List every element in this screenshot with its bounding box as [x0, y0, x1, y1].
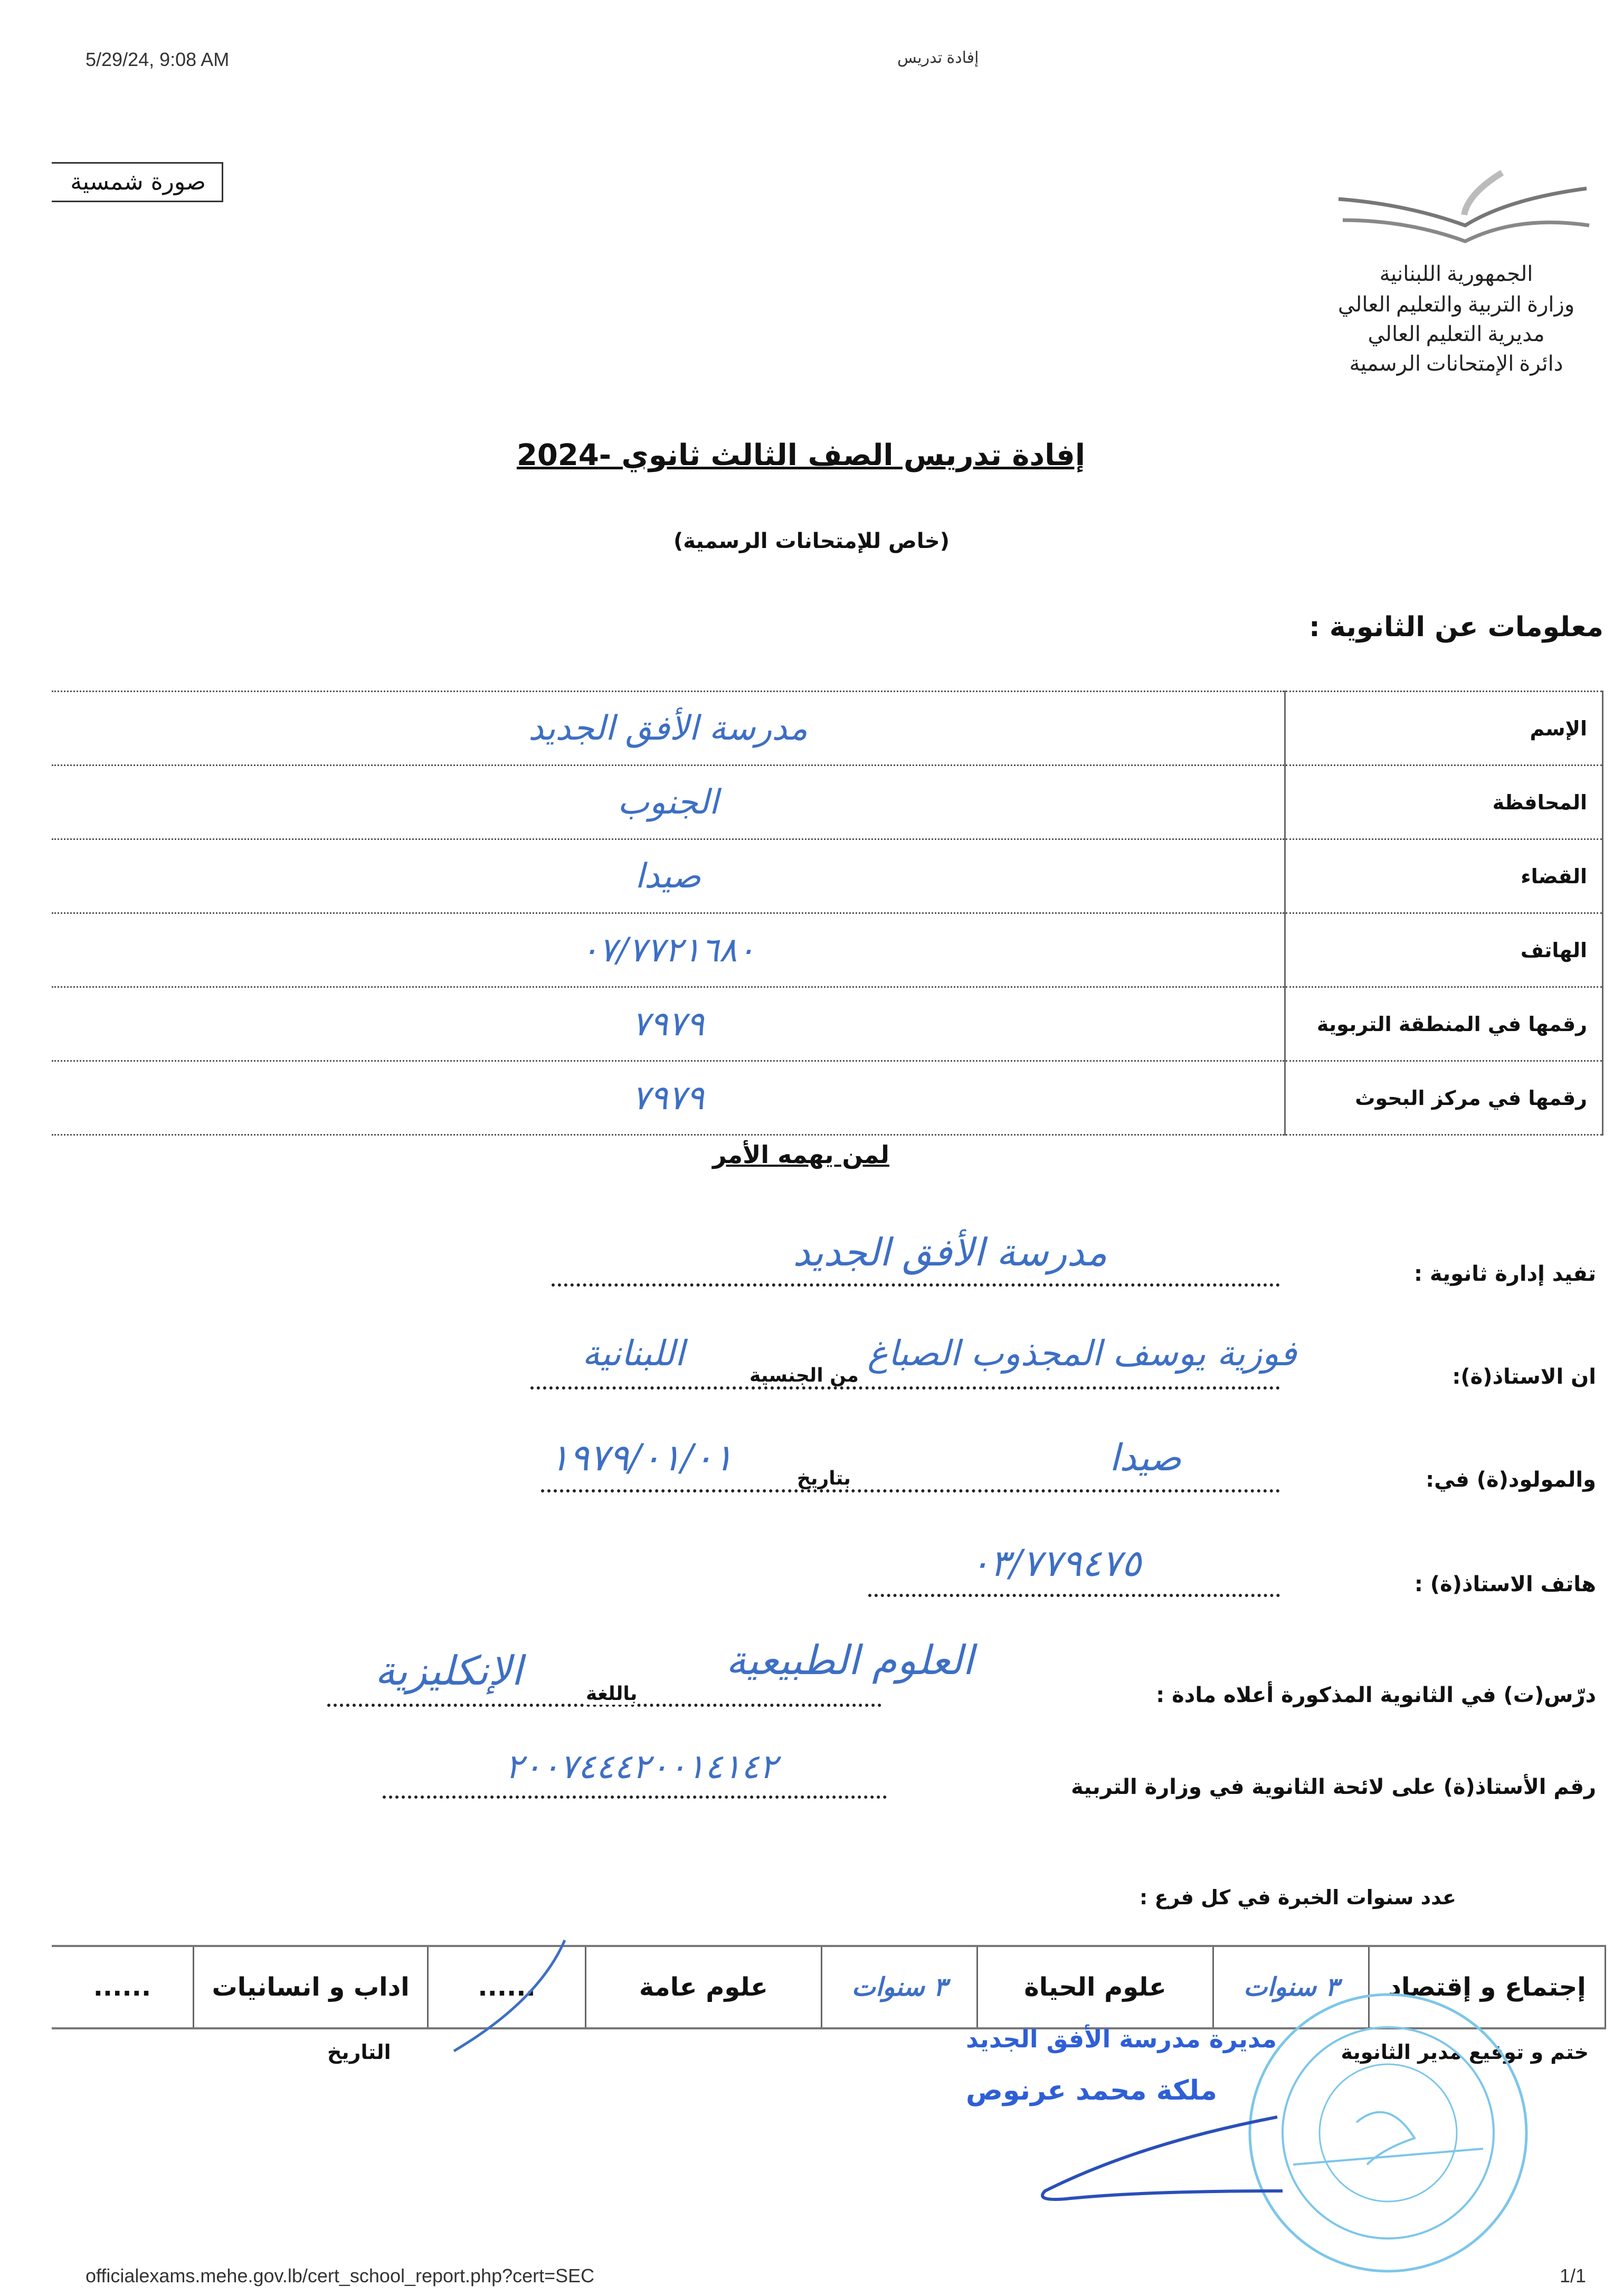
handwritten-signature-icon [1034, 2112, 1283, 2207]
row-value: الجنوب [52, 766, 1285, 839]
footer-url: officialexams.mehe.gov.lb/cert_school_report.php?cert=SEC [86, 2265, 595, 2286]
branch-name: علوم الحياة [977, 1946, 1213, 2028]
org-line-republic: الجمهورية اللبنانية [1379, 262, 1533, 286]
teacher-label: ان الاستاذ(ة): [1452, 1365, 1596, 1389]
table-row [52, 987, 1603, 1061]
row-value: ٧٩٧٩ [52, 1061, 1285, 1135]
branch-years: ٣ سنوات [1213, 1946, 1369, 2028]
dotted-line [868, 1593, 1280, 1597]
table-row [52, 766, 1603, 839]
branch-name: اداب و انسانيات [193, 1946, 428, 2028]
org-line-department: دائرة الإمتحانات الرسمية [1349, 352, 1563, 375]
row-value: ٠٧/٧٧٢١٦٨٠ [52, 913, 1285, 987]
school-admin-label: تفيد إدارة ثانوية : [1413, 1262, 1596, 1286]
subject-label: درّس(ت) في الثانوية المذكورة أعلاه مادة : [1156, 1683, 1596, 1707]
school-section-heading: معلومات عن الثانوية : [1308, 611, 1603, 643]
print-page-title: إفادة تدريس [897, 49, 979, 67]
row-label: الإسم [1285, 692, 1603, 766]
row-value: ٧٩٧٩ [52, 987, 1285, 1061]
language-value: الإنكليزية [375, 1647, 523, 1694]
org-line-ministry: وزارة التربية والتعليم العالي [1337, 292, 1575, 316]
branch-name: إجتماع و إقتصاد [1369, 1946, 1606, 2028]
registry-label: رقم الأستاذ(ة) على لائحة الثانوية في وزارة التربية [1071, 1775, 1596, 1799]
strike-slash-icon [449, 1938, 570, 2054]
table-row [52, 1061, 1603, 1135]
photo-box-label: صورة شمسية [70, 168, 206, 195]
print-datetime: 5/29/24, 9:08 AM [86, 49, 230, 70]
row-label: الهاتف [1285, 913, 1603, 987]
to-whom-heading: لمن يهمه الأمر [712, 1140, 890, 1169]
birth-date-value: ١٩٧٩/٠١/٠١ [549, 1436, 733, 1479]
branch-years: ...... [52, 1946, 193, 2028]
experience-heading: عدد سنوات الخبرة في كل فرع : [1140, 1886, 1456, 1909]
teacher-phone-label: هاتف الاستاذ(ة) : [1414, 1572, 1596, 1596]
dotted-line [541, 1489, 1280, 1492]
signature-label: ختم و توقيع مدير الثانوية [1341, 2040, 1589, 2064]
registry-value: ٢٠٠٧٤٤٤٢٠٠١٤١٤٢ [505, 1747, 777, 1787]
branch-years: ٣ سنوات [822, 1946, 977, 2028]
teacher-phone-value: ٠٣/٧٧٩٤٧٥ [970, 1542, 1142, 1585]
row-label: المحافظة [1285, 766, 1603, 839]
nationality-label: من الجنسية [749, 1365, 859, 1386]
row-label: القضاء [1285, 839, 1603, 913]
row-label: رقمها في مركز البحوث [1285, 1061, 1603, 1135]
ministry-logo-icon [1328, 162, 1593, 252]
page-subtitle: (خاص للإمتحانات الرسمية) [673, 529, 950, 553]
subject-value: العلوم الطبيعية [726, 1637, 974, 1684]
branch-name: علوم عامة [585, 1946, 821, 2028]
nationality-value: اللبنانية [582, 1333, 685, 1374]
org-line-directorate: مديرية التعليم العالي [1368, 322, 1545, 346]
birth-date-label: بتاريخ [797, 1468, 851, 1489]
page-title: إفادة تدريس الصف الثالث ثانوي -2024 [516, 438, 1086, 473]
language-label: باللغة [586, 1683, 638, 1705]
table-row [52, 839, 1603, 913]
dotted-line [530, 1386, 1280, 1390]
row-value: مدرسة الأفق الجديد [52, 692, 1285, 766]
stamp-title: مديرة مدرسة الأفق الجديد [966, 2025, 1277, 2053]
footer-page-number: 1/1 [1560, 2265, 1587, 2286]
stamp-name: ملكة محمد عرنوص [966, 2075, 1217, 2106]
school-round-stamp-icon [1246, 1990, 1531, 2275]
row-label: رقمها في المنطقة التربوية [1285, 987, 1603, 1061]
row-value: صيدا [52, 839, 1285, 913]
dotted-line [552, 1283, 1280, 1287]
teacher-name-value: فوزية يوسف المجذوب الصباغ [867, 1333, 1297, 1374]
photo-box [52, 162, 223, 202]
school-admin-value: مدرسة الأفق الجديد [793, 1230, 1107, 1274]
birth-place-value: صيدا [1109, 1436, 1182, 1479]
dotted-line [383, 1795, 887, 1799]
date-label: التاريخ [327, 2040, 391, 2064]
table-row [52, 913, 1603, 987]
birth-label: والمولود(ة) في: [1426, 1468, 1596, 1492]
school-info-table [52, 691, 1603, 1136]
table-row [52, 692, 1603, 766]
branch-years: ...... [428, 1946, 585, 2028]
